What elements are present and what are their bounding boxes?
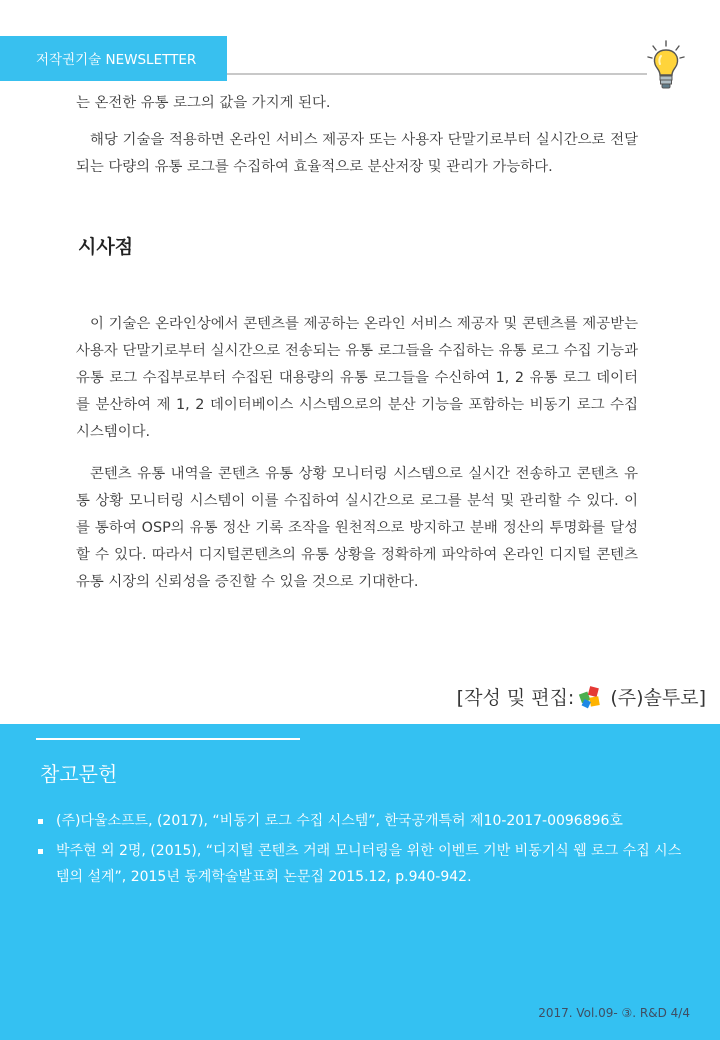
- reference-text: 박주현 외 2명, (2015), “디지털 콘텐츠 거래 모니터링을 위한 이벤트 기반 비동기식 웹 로그 수집 시스템의 설계”, 2015년 동계학술발표회 논문집 2015.12, p.940-942.: [56, 843, 682, 885]
- paragraph-system-summary: 이 기술은 온라인상에서 콘텐츠를 제공하는 온라인 서비스 제공자 및 콘텐츠를 제공받는 사용자 단말기로부터 실시간으로 전송되는 유통 로그들을 수집하는 유통 로그 수집 기능과 유통 로그 수집부로부터 수집된 대용량의 유통 로그들을 수신하여 1, 2 유통 로그 데이터를 분산하여 제 1, 2 데이터베이스 시스템으로의 분산 기능을 포함하는 비동기 로그 수집 시스템이다.: [76, 316, 638, 440]
- paragraph-expected-effect: 콘텐츠 유통 내역을 콘텐츠 유통 상황 모니터링 시스템으로 실시간 전송하고 콘텐츠 유통 상황 모니터링 시스템이 이를 수집하여 실시간으로 로그를 분석 및 관리할 수 있다. 이를 통하여 OSP의 유통 정산 기록 조작을 원천적으로 방지하고 분배 정산의 투명화를 달성할 수 있다. 따라서 디지털콘텐츠의 유통 상황을 정확하게 파악하여 온라인 디지털 콘텐츠 유통 시장의 신뢰성을 증진할 수 있을 것으로 기대한다.: [76, 466, 638, 590]
- issue-footer: 2017. Vol.09- ③. R&D 4/4: [538, 1006, 690, 1020]
- author-credit: [457, 683, 706, 710]
- bullet-icon: [38, 849, 43, 854]
- references-divider: [36, 738, 300, 740]
- author-prefix: [작성 및 편집:: [456, 687, 575, 709]
- lightbulb-icon: [646, 38, 686, 92]
- references-panel: [0, 724, 720, 1040]
- reference-item: [38, 838, 688, 890]
- references-list: [38, 808, 688, 894]
- reference-item: [38, 808, 688, 834]
- references-title: 참고문헌: [40, 762, 118, 786]
- soltworks-logo-icon: [578, 684, 604, 710]
- section-title-implications: 시사점: [78, 236, 134, 258]
- bullet-icon: [38, 819, 43, 824]
- paragraph-continuation: 는 온전한 유통 로그의 값을 가지게 된다.: [76, 95, 331, 111]
- newsletter-title: 저작권기술 NEWSLETTER: [36, 52, 197, 68]
- header-divider: [227, 73, 647, 75]
- reference-text: (주)다울소프트, (2017), “비동기 로그 수집 시스템”, 한국공개특허 제10-2017-0096896호: [56, 813, 623, 829]
- newsletter-header-tab: [0, 36, 227, 81]
- author-organization: (주)솔투로]: [610, 687, 706, 709]
- paragraph-technology-effect: 해당 기술을 적용하면 온라인 서비스 제공자 또는 사용자 단말기로부터 실시간으로 전달되는 다량의 유통 로그를 수집하여 효율적으로 분산저장 및 관리가 가능하다.: [76, 132, 638, 175]
